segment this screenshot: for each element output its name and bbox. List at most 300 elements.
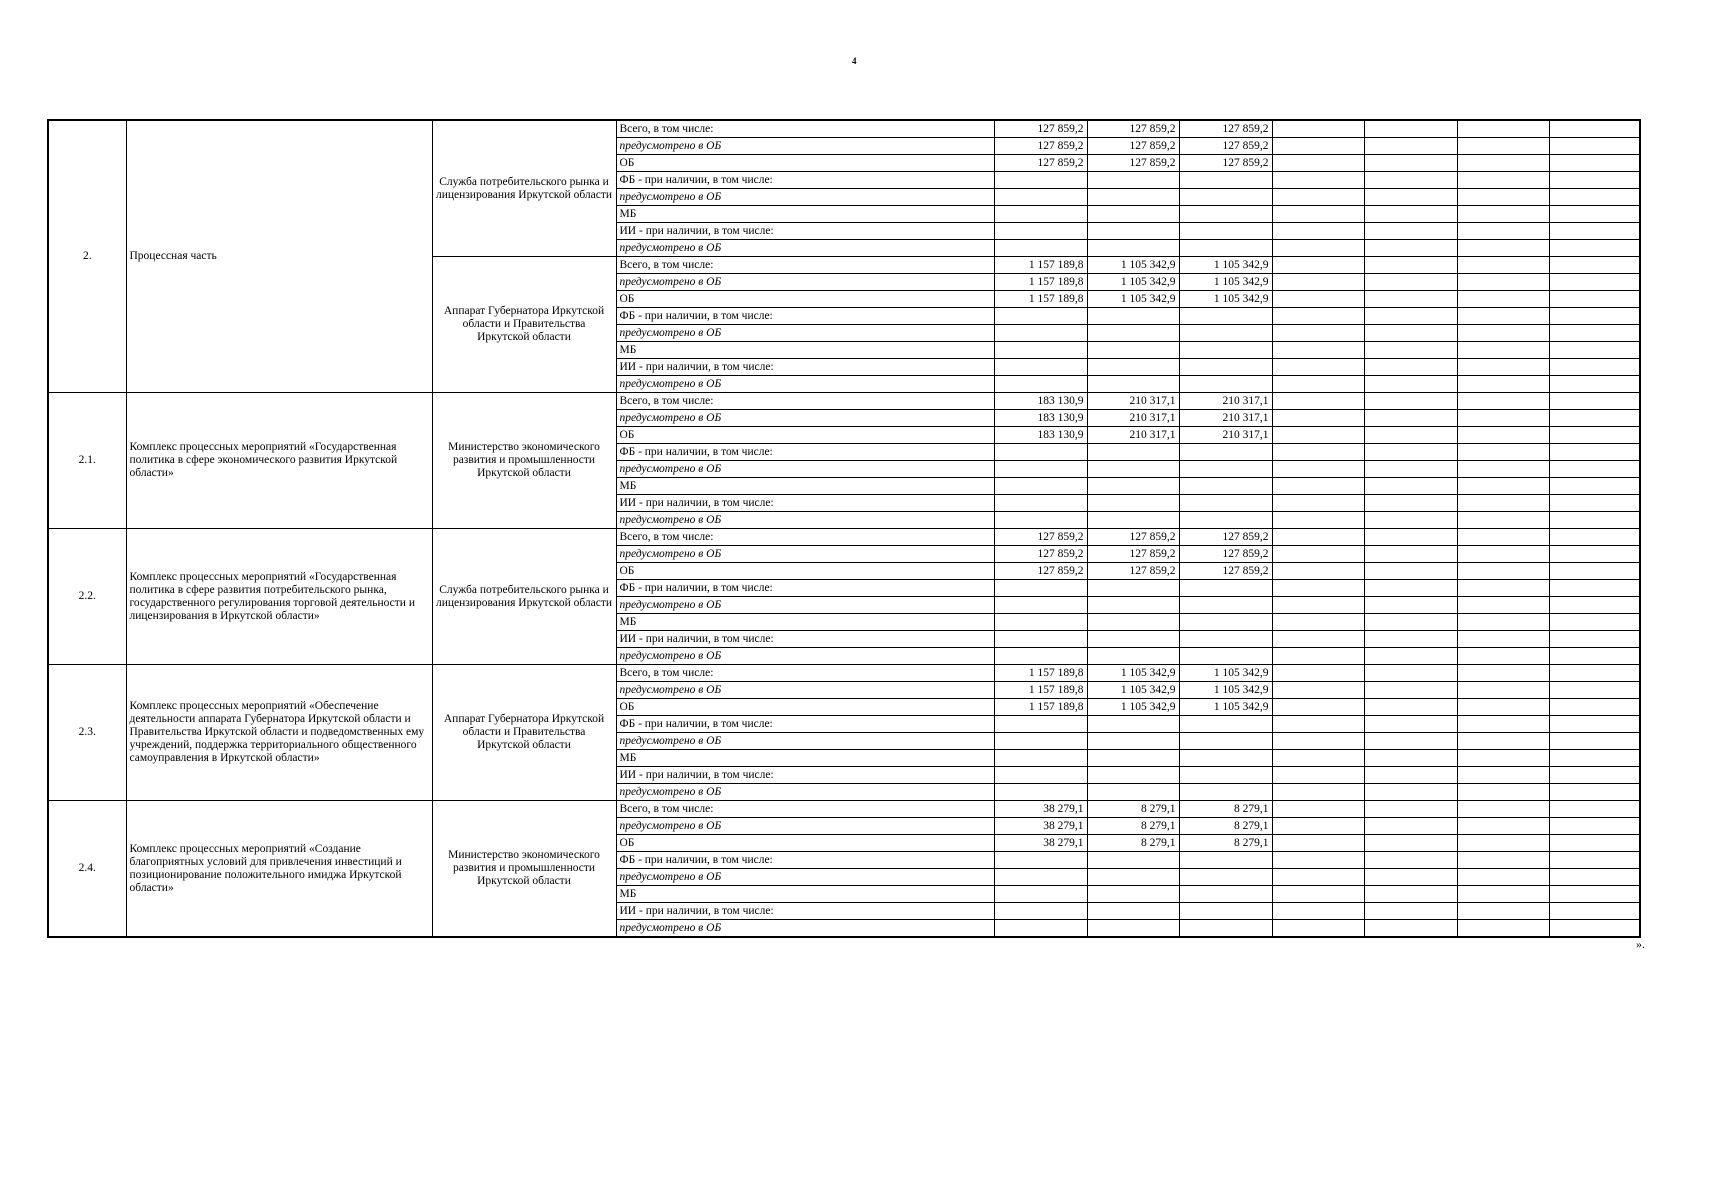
- amount-cell: 127 859,2: [1087, 120, 1179, 138]
- funding-source-cell: предусмотрено в ОБ: [616, 920, 994, 938]
- amount-cell: 210 317,1: [1179, 427, 1272, 444]
- amount-cell: 127 859,2: [1087, 529, 1179, 546]
- row-number-cell: 2.: [48, 120, 126, 393]
- amount-cell: [1087, 223, 1179, 240]
- amount-cell: [1549, 767, 1640, 784]
- amount-cell: [1364, 478, 1457, 495]
- amount-cell: [994, 172, 1087, 189]
- funding-source-cell: предусмотрено в ОБ: [616, 410, 994, 427]
- table-row: [48, 801, 1640, 818]
- amount-cell: [1549, 325, 1640, 342]
- amount-cell: 183 130,9: [994, 427, 1087, 444]
- amount-cell: [1364, 206, 1457, 223]
- amount-cell: [994, 359, 1087, 376]
- amount-cell: [1549, 631, 1640, 648]
- amount-cell: [1364, 155, 1457, 172]
- amount-cell: [1179, 784, 1272, 801]
- funding-source-cell: ОБ: [616, 427, 994, 444]
- funding-source-cell: предусмотрено в ОБ: [616, 376, 994, 393]
- amount-cell: [1272, 920, 1364, 938]
- amount-cell: 1 157 189,8: [994, 257, 1087, 274]
- funding-source-cell: предусмотрено в ОБ: [616, 682, 994, 699]
- amount-cell: [1549, 444, 1640, 461]
- amount-cell: [1087, 614, 1179, 631]
- closing-mark: ».: [1636, 937, 1645, 951]
- funding-source-cell: ФБ - при наличии, в том числе:: [616, 308, 994, 325]
- amount-cell: [1549, 563, 1640, 580]
- amount-cell: [1272, 903, 1364, 920]
- amount-cell: [1272, 614, 1364, 631]
- amount-cell: [1457, 393, 1549, 410]
- amount-cell: [1179, 461, 1272, 478]
- amount-cell: [1457, 750, 1549, 767]
- amount-cell: [994, 903, 1087, 920]
- amount-cell: [1179, 223, 1272, 240]
- funding-source-cell: ИИ - при наличии, в том числе:: [616, 903, 994, 920]
- amount-cell: [1272, 120, 1364, 138]
- amount-cell: [1364, 546, 1457, 563]
- amount-cell: [1179, 869, 1272, 886]
- amount-cell: [1087, 172, 1179, 189]
- amount-cell: [1364, 886, 1457, 903]
- program-name-cell: Комплекс процессных мероприятий «Обеспечение деятельности аппарата Губернатора Иркутской области и Правительства Иркутской области и подведомственных ему учреждений, поддержка территориального общественного самоуправления в Иркутской области»: [126, 665, 432, 801]
- funding-source-cell: МБ: [616, 206, 994, 223]
- amount-cell: [1549, 274, 1640, 291]
- amount-cell: [1179, 597, 1272, 614]
- amount-cell: [1549, 410, 1640, 427]
- amount-cell: [1272, 359, 1364, 376]
- amount-cell: [1087, 512, 1179, 529]
- amount-cell: [1549, 920, 1640, 938]
- amount-cell: 127 859,2: [994, 546, 1087, 563]
- funding-source-cell: предусмотрено в ОБ: [616, 138, 994, 155]
- amount-cell: [1179, 495, 1272, 512]
- amount-cell: [1179, 359, 1272, 376]
- amount-cell: [1179, 716, 1272, 733]
- amount-cell: [1457, 665, 1549, 682]
- amount-cell: [1457, 801, 1549, 818]
- amount-cell: [994, 733, 1087, 750]
- amount-cell: 127 859,2: [1179, 529, 1272, 546]
- amount-cell: [1179, 512, 1272, 529]
- amount-cell: [1457, 189, 1549, 206]
- amount-cell: [1364, 461, 1457, 478]
- page-number: 4: [852, 56, 857, 66]
- funding-source-cell: ФБ - при наличии, в том числе:: [616, 852, 994, 869]
- funding-source-cell: Всего, в том числе:: [616, 801, 994, 818]
- funding-source-cell: МБ: [616, 886, 994, 903]
- amount-cell: [1364, 920, 1457, 938]
- amount-cell: [1087, 750, 1179, 767]
- amount-cell: 1 105 342,9: [1087, 665, 1179, 682]
- amount-cell: [1457, 120, 1549, 138]
- amount-cell: [1549, 835, 1640, 852]
- amount-cell: 8 279,1: [1087, 818, 1179, 835]
- amount-cell: 127 859,2: [1179, 120, 1272, 138]
- amount-cell: [1364, 903, 1457, 920]
- amount-cell: [1179, 325, 1272, 342]
- amount-cell: 127 859,2: [1087, 138, 1179, 155]
- amount-cell: [1179, 648, 1272, 665]
- amount-cell: [1457, 733, 1549, 750]
- amount-cell: [1457, 240, 1549, 257]
- funding-source-cell: предусмотрено в ОБ: [616, 546, 994, 563]
- amount-cell: 127 859,2: [994, 138, 1087, 155]
- funding-table-body: [48, 120, 1640, 937]
- amount-cell: [1272, 716, 1364, 733]
- amount-cell: [1364, 631, 1457, 648]
- amount-cell: [1272, 189, 1364, 206]
- executor-cell: Министерство экономического развития и промышленности Иркутской области: [432, 393, 616, 529]
- amount-cell: 8 279,1: [1179, 801, 1272, 818]
- amount-cell: [1179, 342, 1272, 359]
- amount-cell: [1549, 120, 1640, 138]
- amount-cell: [1272, 750, 1364, 767]
- amount-cell: [1457, 410, 1549, 427]
- funding-source-cell: ОБ: [616, 291, 994, 308]
- amount-cell: [1457, 563, 1549, 580]
- amount-cell: [1549, 155, 1640, 172]
- amount-cell: [1549, 716, 1640, 733]
- amount-cell: [1457, 291, 1549, 308]
- amount-cell: 38 279,1: [994, 835, 1087, 852]
- amount-cell: [1087, 189, 1179, 206]
- amount-cell: [1272, 563, 1364, 580]
- amount-cell: [1364, 801, 1457, 818]
- amount-cell: 1 157 189,8: [994, 682, 1087, 699]
- amount-cell: [1272, 240, 1364, 257]
- amount-cell: [994, 342, 1087, 359]
- amount-cell: [1457, 342, 1549, 359]
- amount-cell: [1087, 461, 1179, 478]
- amount-cell: [1272, 869, 1364, 886]
- funding-source-cell: предусмотрено в ОБ: [616, 189, 994, 206]
- amount-cell: [1457, 206, 1549, 223]
- funding-source-cell: МБ: [616, 614, 994, 631]
- amount-cell: [1364, 444, 1457, 461]
- funding-source-cell: ФБ - при наличии, в том числе:: [616, 580, 994, 597]
- amount-cell: [1364, 495, 1457, 512]
- table-row: [48, 393, 1640, 410]
- executor-cell: Аппарат Губернатора Иркутской области и Правительства Иркутской области: [432, 257, 616, 393]
- amount-cell: [1272, 223, 1364, 240]
- amount-cell: [1087, 784, 1179, 801]
- program-name-cell: Комплекс процессных мероприятий «Государственная политика в сфере развития потребительского рынка, государственного регулирования торговой деятельности и лицензирования в Иркутской области»: [126, 529, 432, 665]
- amount-cell: [1364, 614, 1457, 631]
- amount-cell: [1272, 410, 1364, 427]
- amount-cell: [1272, 886, 1364, 903]
- funding-source-cell: Всего, в том числе:: [616, 665, 994, 682]
- amount-cell: [1364, 563, 1457, 580]
- executor-cell: Аппарат Губернатора Иркутской области и Правительства Иркутской области: [432, 665, 616, 801]
- amount-cell: [1364, 359, 1457, 376]
- amount-cell: [1457, 784, 1549, 801]
- amount-cell: [1272, 733, 1364, 750]
- amount-cell: [1272, 529, 1364, 546]
- amount-cell: [1364, 767, 1457, 784]
- amount-cell: [1549, 512, 1640, 529]
- funding-source-cell: предусмотрено в ОБ: [616, 325, 994, 342]
- amount-cell: [1087, 852, 1179, 869]
- amount-cell: [1272, 138, 1364, 155]
- amount-cell: [1364, 189, 1457, 206]
- amount-cell: [1179, 478, 1272, 495]
- amount-cell: [994, 631, 1087, 648]
- amount-cell: 1 105 342,9: [1179, 699, 1272, 716]
- amount-cell: [994, 189, 1087, 206]
- amount-cell: [1364, 240, 1457, 257]
- amount-cell: [1179, 376, 1272, 393]
- amount-cell: [1364, 410, 1457, 427]
- amount-cell: [994, 886, 1087, 903]
- amount-cell: 1 105 342,9: [1179, 274, 1272, 291]
- table-row: [48, 120, 1640, 138]
- amount-cell: [994, 206, 1087, 223]
- amount-cell: [1364, 291, 1457, 308]
- amount-cell: [1364, 223, 1457, 240]
- amount-cell: [1457, 325, 1549, 342]
- amount-cell: [994, 580, 1087, 597]
- amount-cell: [1549, 546, 1640, 563]
- amount-cell: [1549, 903, 1640, 920]
- amount-cell: [1549, 393, 1640, 410]
- amount-cell: [1364, 835, 1457, 852]
- amount-cell: [1364, 172, 1457, 189]
- amount-cell: [1087, 308, 1179, 325]
- amount-cell: [1364, 852, 1457, 869]
- amount-cell: [1549, 750, 1640, 767]
- amount-cell: [1364, 325, 1457, 342]
- executor-cell: Служба потребительского рынка и лицензирования Иркутской области: [432, 529, 616, 665]
- funding-source-cell: МБ: [616, 750, 994, 767]
- program-name-cell: Комплекс процессных мероприятий «Создание благоприятных условий для привлечения инвестиций и позиционирование положительного имиджа Иркутской области»: [126, 801, 432, 938]
- executor-cell: Министерство экономического развития и промышленности Иркутской области: [432, 801, 616, 938]
- amount-cell: [1364, 818, 1457, 835]
- amount-cell: 38 279,1: [994, 801, 1087, 818]
- amount-cell: [1087, 580, 1179, 597]
- funding-source-cell: предусмотрено в ОБ: [616, 784, 994, 801]
- amount-cell: [994, 308, 1087, 325]
- amount-cell: [1549, 869, 1640, 886]
- amount-cell: [1549, 614, 1640, 631]
- amount-cell: [1364, 580, 1457, 597]
- amount-cell: [1087, 444, 1179, 461]
- amount-cell: [1457, 274, 1549, 291]
- amount-cell: 127 859,2: [1087, 546, 1179, 563]
- amount-cell: [1549, 308, 1640, 325]
- amount-cell: 127 859,2: [1087, 155, 1179, 172]
- funding-source-cell: ОБ: [616, 835, 994, 852]
- amount-cell: [994, 614, 1087, 631]
- amount-cell: 127 859,2: [994, 155, 1087, 172]
- amount-cell: [1179, 920, 1272, 938]
- amount-cell: [1457, 376, 1549, 393]
- amount-cell: [1457, 886, 1549, 903]
- amount-cell: [1457, 257, 1549, 274]
- funding-source-cell: ИИ - при наличии, в том числе:: [616, 359, 994, 376]
- amount-cell: [1457, 427, 1549, 444]
- amount-cell: [1549, 852, 1640, 869]
- amount-cell: 1 105 342,9: [1087, 682, 1179, 699]
- amount-cell: [1457, 512, 1549, 529]
- amount-cell: [1549, 648, 1640, 665]
- amount-cell: 127 859,2: [1179, 138, 1272, 155]
- amount-cell: [1087, 648, 1179, 665]
- amount-cell: [1179, 767, 1272, 784]
- row-number-cell: 2.4.: [48, 801, 126, 938]
- amount-cell: [1549, 733, 1640, 750]
- amount-cell: 1 105 342,9: [1179, 291, 1272, 308]
- amount-cell: [1549, 682, 1640, 699]
- amount-cell: [1457, 172, 1549, 189]
- amount-cell: [1087, 342, 1179, 359]
- amount-cell: [1272, 597, 1364, 614]
- amount-cell: [1087, 920, 1179, 938]
- amount-cell: [1087, 716, 1179, 733]
- amount-cell: [1457, 903, 1549, 920]
- amount-cell: [1364, 869, 1457, 886]
- amount-cell: 127 859,2: [1087, 563, 1179, 580]
- amount-cell: [1364, 376, 1457, 393]
- amount-cell: [1272, 512, 1364, 529]
- amount-cell: 1 105 342,9: [1087, 274, 1179, 291]
- amount-cell: [1549, 342, 1640, 359]
- amount-cell: [1272, 427, 1364, 444]
- amount-cell: [1549, 240, 1640, 257]
- amount-cell: [1272, 172, 1364, 189]
- amount-cell: [994, 461, 1087, 478]
- amount-cell: 1 105 342,9: [1179, 257, 1272, 274]
- amount-cell: [1457, 580, 1549, 597]
- amount-cell: [1457, 223, 1549, 240]
- amount-cell: [1457, 138, 1549, 155]
- amount-cell: [1179, 750, 1272, 767]
- amount-cell: [1549, 699, 1640, 716]
- amount-cell: [1272, 631, 1364, 648]
- funding-source-cell: ОБ: [616, 155, 994, 172]
- amount-cell: [994, 869, 1087, 886]
- amount-cell: [994, 920, 1087, 938]
- amount-cell: [1179, 580, 1272, 597]
- amount-cell: [1272, 767, 1364, 784]
- funding-source-cell: ИИ - при наличии, в том числе:: [616, 223, 994, 240]
- amount-cell: [1179, 614, 1272, 631]
- amount-cell: [1549, 291, 1640, 308]
- amount-cell: [1272, 274, 1364, 291]
- amount-cell: [1549, 461, 1640, 478]
- funding-source-cell: Всего, в том числе:: [616, 120, 994, 138]
- amount-cell: [1549, 189, 1640, 206]
- amount-cell: [1549, 359, 1640, 376]
- amount-cell: [1272, 580, 1364, 597]
- amount-cell: 210 317,1: [1087, 410, 1179, 427]
- amount-cell: [1549, 172, 1640, 189]
- amount-cell: [1364, 597, 1457, 614]
- amount-cell: [1364, 716, 1457, 733]
- amount-cell: [1272, 155, 1364, 172]
- funding-source-cell: ИИ - при наличии, в том числе:: [616, 767, 994, 784]
- amount-cell: [1272, 376, 1364, 393]
- amount-cell: [1364, 648, 1457, 665]
- amount-cell: [1549, 665, 1640, 682]
- amount-cell: [1272, 325, 1364, 342]
- funding-source-cell: предусмотрено в ОБ: [616, 869, 994, 886]
- amount-cell: [1457, 546, 1549, 563]
- amount-cell: [1179, 240, 1272, 257]
- funding-source-cell: ИИ - при наличии, в том числе:: [616, 631, 994, 648]
- amount-cell: [1364, 750, 1457, 767]
- amount-cell: 38 279,1: [994, 818, 1087, 835]
- amount-cell: [1457, 461, 1549, 478]
- amount-cell: [1272, 393, 1364, 410]
- amount-cell: [1179, 886, 1272, 903]
- amount-cell: [1179, 852, 1272, 869]
- amount-cell: [994, 648, 1087, 665]
- amount-cell: 8 279,1: [1087, 801, 1179, 818]
- row-number-cell: 2.1.: [48, 393, 126, 529]
- amount-cell: [1364, 512, 1457, 529]
- amount-cell: [1457, 614, 1549, 631]
- funding-source-cell: предусмотрено в ОБ: [616, 733, 994, 750]
- amount-cell: [994, 784, 1087, 801]
- amount-cell: [1549, 495, 1640, 512]
- amount-cell: [1179, 308, 1272, 325]
- amount-cell: [1549, 597, 1640, 614]
- amount-cell: 1 105 342,9: [1179, 665, 1272, 682]
- table-row: [48, 665, 1640, 682]
- amount-cell: [1272, 308, 1364, 325]
- amount-cell: [1272, 342, 1364, 359]
- amount-cell: 1 105 342,9: [1087, 291, 1179, 308]
- amount-cell: [994, 478, 1087, 495]
- funding-source-cell: ФБ - при наличии, в том числе:: [616, 172, 994, 189]
- amount-cell: [1087, 325, 1179, 342]
- amount-cell: [1549, 206, 1640, 223]
- amount-cell: [1549, 376, 1640, 393]
- amount-cell: 127 859,2: [1179, 546, 1272, 563]
- amount-cell: [1087, 869, 1179, 886]
- amount-cell: [994, 376, 1087, 393]
- funding-source-cell: ИИ - при наличии, в том числе:: [616, 495, 994, 512]
- amount-cell: [1549, 427, 1640, 444]
- amount-cell: [1364, 682, 1457, 699]
- amount-cell: [994, 240, 1087, 257]
- funding-source-cell: ОБ: [616, 699, 994, 716]
- amount-cell: [1087, 903, 1179, 920]
- amount-cell: [1364, 274, 1457, 291]
- amount-cell: [1272, 852, 1364, 869]
- funding-source-cell: предусмотрено в ОБ: [616, 512, 994, 529]
- amount-cell: [994, 767, 1087, 784]
- funding-table: [47, 119, 1641, 938]
- amount-cell: [994, 597, 1087, 614]
- amount-cell: [1179, 189, 1272, 206]
- amount-cell: [994, 716, 1087, 733]
- funding-source-cell: Всего, в том числе:: [616, 257, 994, 274]
- amount-cell: [1364, 308, 1457, 325]
- amount-cell: [1179, 444, 1272, 461]
- amount-cell: [1457, 529, 1549, 546]
- amount-cell: [1364, 529, 1457, 546]
- amount-cell: [1457, 920, 1549, 938]
- amount-cell: [1272, 461, 1364, 478]
- amount-cell: [1272, 444, 1364, 461]
- amount-cell: [1179, 206, 1272, 223]
- amount-cell: [1457, 359, 1549, 376]
- amount-cell: [1457, 682, 1549, 699]
- amount-cell: [1549, 223, 1640, 240]
- amount-cell: [1457, 155, 1549, 172]
